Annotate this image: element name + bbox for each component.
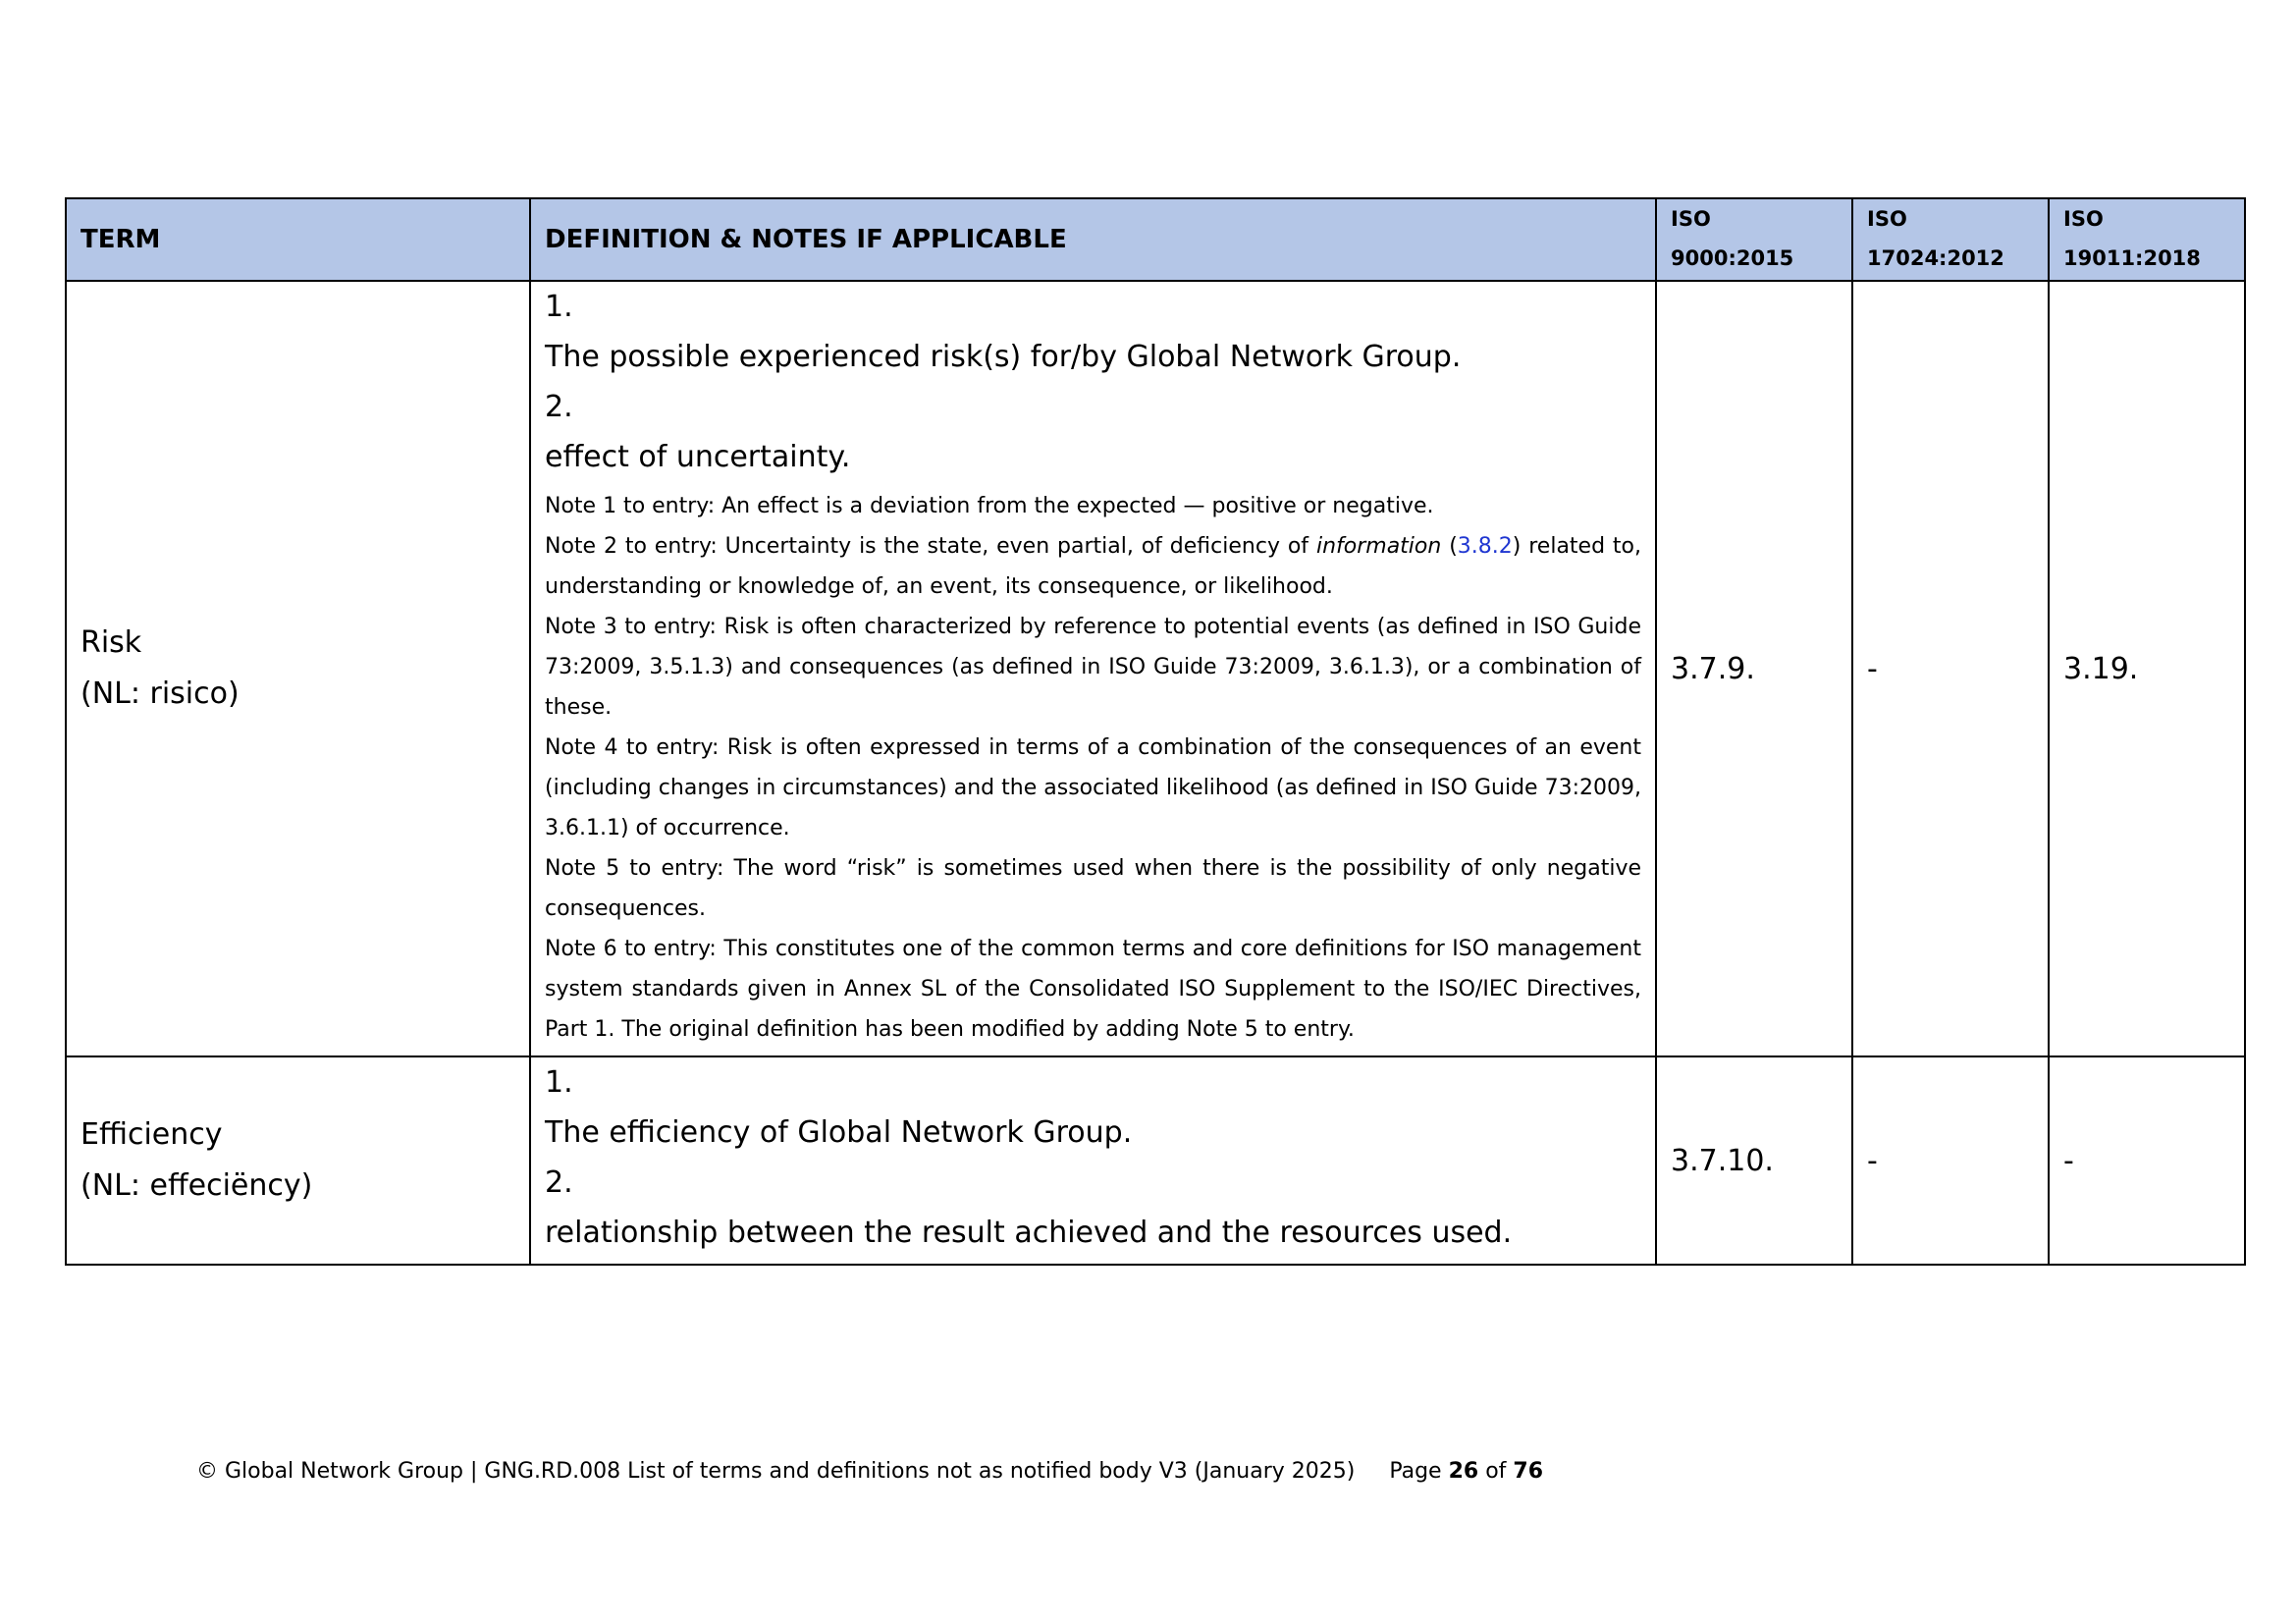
header-iso-17024 xyxy=(1852,198,2049,281)
table-header-row xyxy=(66,198,2245,281)
terms-table xyxy=(65,197,2246,1266)
footer-page-current: 26 xyxy=(1448,1459,1479,1484)
iso-17024-ref: - xyxy=(1852,281,2049,1056)
header-iso-17024-line2: 17024:2012 xyxy=(1867,246,2004,270)
definition-number-1: 1. xyxy=(545,1065,573,1100)
iso-9000-ref: 3.7.10. xyxy=(1656,1056,1852,1265)
definition-text-2: effect of uncertainty. xyxy=(545,440,851,474)
header-definition: DEFINITION & NOTES IF APPLICABLE xyxy=(530,198,1656,281)
header-iso-17024-line1: ISO xyxy=(1867,207,1907,231)
definition-text-1: The possible experienced risk(s) for/by Global Network Group. xyxy=(545,340,1462,374)
note-3: Note 3 to entry: Risk is often characterized by reference to potential events (as defined in ISO Guide 73:2009, 3.5.1.3) and consequences (as defined in ISO Guide 73:2009, 3.6.1.3), or a combination of these. xyxy=(545,615,1641,720)
term-dutch: (NL: risico) xyxy=(80,677,240,711)
footer-page-total: 76 xyxy=(1513,1459,1544,1484)
footer-page-of: of xyxy=(1485,1459,1507,1484)
header-iso-9000-line2: 9000:2015 xyxy=(1671,246,1794,270)
table-row xyxy=(66,1056,2245,1265)
header-iso-9000 xyxy=(1656,198,1852,281)
definition-cell xyxy=(530,1056,1656,1265)
note-2-reference-link[interactable]: 3.8.2 xyxy=(1457,534,1513,559)
note-2-italic-term: information xyxy=(1315,534,1442,559)
note-2: Note 2 to entry: Uncertainty is the state, even partial, of deficiency of information (3.8.2) related to, understanding or knowledge of, an event, its consequence, or likelihood. xyxy=(545,534,1642,599)
definition-number-1: 1. xyxy=(545,290,573,324)
definition-number-2: 2. xyxy=(545,1165,573,1200)
term-name: Efficiency xyxy=(80,1117,223,1152)
table-row xyxy=(66,281,2245,1056)
note-6: Note 6 to entry: This constitutes one of the common terms and core definitions for ISO management system standards given in Annex SL of the Consolidated ISO Supplement to the ISO/IEC Directives, Part 1. The original definition has been modified by adding Note 5 to entry. xyxy=(545,937,1641,1042)
header-iso-19011 xyxy=(2049,198,2245,281)
term-cell xyxy=(66,281,530,1056)
footer-page-label: Page xyxy=(1389,1459,1442,1484)
header-iso-9000-line1: ISO xyxy=(1671,207,1711,231)
header-iso-19011-line1: ISO xyxy=(2063,207,2104,231)
footer-copyright: © Global Network Group | GNG.RD.008 List of terms and definitions not as notified body V3 (January 2025) xyxy=(196,1459,1356,1484)
page-footer xyxy=(196,1459,1543,1484)
term-dutch: (NL: effeciëncy) xyxy=(80,1168,313,1203)
term-name: Risk xyxy=(80,625,142,660)
header-term: TERM xyxy=(66,198,530,281)
note-5: Note 5 to entry: The word “risk” is sometimes used when there is the possibility of only negative consequences. xyxy=(545,856,1641,921)
note-2-prefix: Note 2 to entry: Uncertainty is the state, even partial, of deficiency of xyxy=(545,534,1309,559)
note-4: Note 4 to entry: Risk is often expressed in terms of a combination of the consequences of an event (including changes in circumstances) and the associated likelihood (as defined in ISO Guide 73:2009, 3.6.1.1) of occurrence. xyxy=(545,735,1641,840)
definition-cell xyxy=(530,281,1656,1056)
definition-number-2: 2. xyxy=(545,390,573,424)
iso-9000-ref: 3.7.9. xyxy=(1656,281,1852,1056)
iso-19011-ref: 3.19. xyxy=(2049,281,2245,1056)
definition-text-1: The efficiency of Global Network Group. xyxy=(545,1115,1133,1150)
header-iso-19011-line2: 19011:2018 xyxy=(2063,246,2201,270)
note-1: Note 1 to entry: An effect is a deviation from the expected — positive or negative. xyxy=(545,494,1434,518)
definition-text-2: relationship between the result achieved and the resources used. xyxy=(545,1216,1513,1250)
iso-17024-ref: - xyxy=(1852,1056,2049,1265)
note-2-suffix: related to, understanding or knowledge of, an event, its consequence, or likelihood. xyxy=(545,534,1642,599)
iso-19011-ref: - xyxy=(2049,1056,2245,1265)
term-cell xyxy=(66,1056,530,1265)
